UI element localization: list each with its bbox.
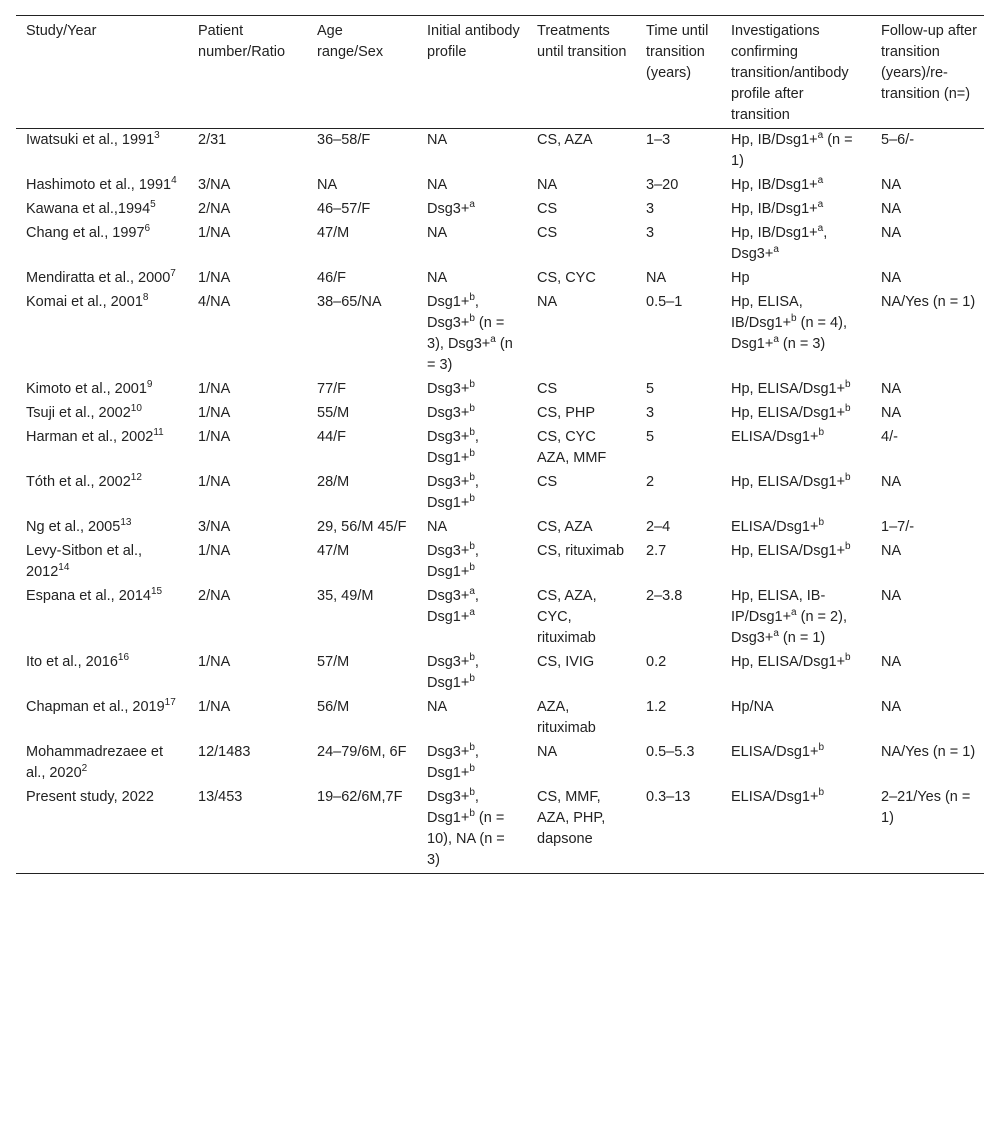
cell-follow-up: 1–7/- — [881, 519, 915, 535]
cell-initial-antibody: Dsg3+$^b$, Dsg1+$^b$ — [427, 742, 479, 781]
cell-initial-antibody: Dsg1+$^b$, Dsg3+$^b$ (n = 3), Dsg3+$^a$ (n = 3) — [427, 292, 513, 373]
cell-patient-number: 1/NA — [198, 699, 231, 715]
cell-treatments: NA — [537, 177, 558, 193]
cell-follow-up: NA — [881, 474, 902, 490]
cell-investigations: Hp, IB/Dsg1+$^a$, Dsg3+$^a$ — [731, 223, 828, 262]
cell-treatments: CS, rituximab — [537, 543, 625, 559]
cell-treatments: CS — [537, 201, 558, 217]
cell-treatments: CS — [537, 225, 558, 241]
table-container — [16, 15, 984, 874]
cell-investigations: Hp, ELISA/Dsg1+$^b$ — [731, 379, 851, 397]
cell-investigations: Hp, IB/Dsg1+$^a$ — [731, 199, 824, 217]
cell-study-year: Harman et al., 2002$^{11}$ — [26, 427, 164, 445]
cell-patient-number: 1/NA — [198, 225, 231, 241]
cell-investigations: Hp, IB/Dsg1+$^a$ (n = 1) — [731, 130, 853, 169]
cell-investigations: ELISA/Dsg1+$^b$ — [721, 786, 871, 874]
cell-investigations: ELISA/Dsg1+$^b$ — [731, 742, 825, 760]
header-age-sex: Age range/Sex — [307, 16, 417, 129]
table-row — [16, 222, 984, 267]
table-row — [16, 426, 984, 471]
cell-follow-up: NA — [881, 699, 902, 715]
cell-treatments: CS, CYC — [537, 270, 596, 286]
cell-initial-antibody: Dsg3+$^b$, Dsg1+$^b$ — [427, 652, 479, 691]
header-study-year: Study/Year — [16, 16, 188, 129]
cell-treatments: CS, IVIG — [537, 654, 595, 670]
cell-follow-up: 5–6/- — [881, 132, 915, 148]
cell-follow-up: NA — [881, 225, 902, 241]
cell-study-year: Ito et al., 2016$^{16}$ — [26, 652, 130, 670]
cell-time-transition: 0.3–13 — [636, 786, 721, 874]
table-row — [16, 198, 984, 222]
cell-investigations: Hp, ELISA/Dsg1+$^b$ — [731, 541, 851, 559]
table-row — [16, 129, 984, 175]
cell-treatments: NA — [537, 294, 558, 310]
cell-age-sex: 24–79/6M, 6F — [317, 744, 407, 760]
cell-patient-number: 12/1483 — [198, 744, 251, 760]
cell-initial-antibody: Dsg3+$^b$, Dsg1+$^b$ — [427, 541, 479, 580]
table-row — [16, 696, 984, 741]
header-initial-antibody: Initial antibody profile — [417, 16, 527, 129]
cell-age-sex: 36–58/F — [317, 132, 371, 148]
cell-age-sex: 44/F — [317, 429, 347, 445]
cell-investigations: Hp, ELISA/Dsg1+$^b$ — [731, 652, 851, 670]
cell-age-sex: 77/F — [317, 381, 347, 397]
cell-study-year: Mendiratta et al., 2000$^7$ — [26, 268, 176, 286]
cell-investigations: Hp — [731, 270, 750, 286]
cell-study-year: Chapman et al., 2019$^{17}$ — [26, 697, 176, 715]
cell-age-sex: 55/M — [317, 405, 350, 421]
cell-study-year: Present study, 2022 — [16, 786, 188, 874]
cell-time-transition: 3–20 — [646, 177, 679, 193]
cell-study-year: Tóth et al., 2002$^{12}$ — [26, 472, 142, 490]
cell-initial-antibody: NA — [427, 225, 448, 241]
cell-age-sex: NA — [317, 177, 338, 193]
table-row — [16, 174, 984, 198]
cell-treatments: CS, AZA — [537, 132, 593, 148]
cell-initial-antibody: NA — [427, 177, 448, 193]
cell-investigations: Hp, ELISA/Dsg1+$^b$ — [731, 403, 851, 421]
cell-time-transition: 3 — [646, 201, 655, 217]
cell-time-transition: 2–3.8 — [646, 588, 683, 604]
table-row — [16, 291, 984, 378]
cell-time-transition: 1.2 — [646, 699, 667, 715]
header-row — [16, 16, 984, 129]
cell-study-year: Kawana et al.,1994$^5$ — [26, 199, 156, 217]
cell-follow-up: NA/Yes (n = 1) — [881, 294, 976, 310]
cell-patient-number: 1/NA — [198, 543, 231, 559]
cell-age-sex: 29, 56/M 45/F — [317, 519, 407, 535]
cell-investigations: Hp, IB/Dsg1+$^a$ — [731, 175, 824, 193]
cell-investigations: ELISA/Dsg1+$^b$ — [731, 427, 825, 445]
cell-treatments: CS, AZA, CYC, rituximab — [537, 588, 597, 646]
cell-initial-antibody: Dsg3+$^b$ — [427, 403, 475, 421]
table-row — [16, 540, 984, 585]
study-table — [16, 15, 984, 874]
cell-patient-number: 1/NA — [198, 654, 231, 670]
table-body — [16, 129, 984, 874]
cell-time-transition: 2 — [646, 474, 655, 490]
cell-follow-up: NA — [881, 405, 902, 421]
cell-investigations: Hp, ELISA/Dsg1+$^b$ — [731, 472, 851, 490]
cell-treatments: CS, PHP — [537, 405, 596, 421]
cell-age-sex: 46/F — [317, 270, 347, 286]
cell-treatments: AZA, rituximab — [537, 699, 596, 736]
table-row — [16, 741, 984, 786]
cell-patient-number: 2/NA — [198, 588, 231, 604]
cell-patient-number: 13/453 — [188, 786, 307, 874]
table-row — [16, 585, 984, 651]
table-row — [16, 378, 984, 402]
cell-age-sex: 56/M — [317, 699, 350, 715]
cell-study-year: Kimoto et al., 2001$^9$ — [26, 379, 153, 397]
cell-initial-antibody: Dsg3+$^b$, Dsg1+$^b$ — [427, 472, 479, 511]
table-row — [16, 516, 984, 540]
cell-patient-number: 2/NA — [198, 201, 231, 217]
header-follow-up: Follow-up after transition (years)/re-transition (n=) — [871, 16, 984, 129]
cell-follow-up: NA — [881, 201, 902, 217]
cell-follow-up: 2–21/Yes (n = 1) — [871, 786, 984, 874]
cell-treatments: CS, MMF, AZA, PHP, dapsone — [527, 786, 636, 874]
cell-patient-number: 3/NA — [198, 519, 231, 535]
cell-treatments: CS — [537, 474, 558, 490]
cell-treatments: CS — [537, 381, 558, 397]
cell-treatments: CS, AZA — [537, 519, 593, 535]
cell-age-sex: 57/M — [317, 654, 350, 670]
cell-investigations: Hp, ELISA, IB-IP/Dsg1+$^a$ (n = 2), Dsg3+$^a$ (n = 1) — [731, 588, 847, 646]
cell-patient-number: 2/31 — [198, 132, 227, 148]
cell-patient-number: 1/NA — [198, 405, 231, 421]
cell-time-transition: NA — [646, 270, 667, 286]
table-row — [16, 402, 984, 426]
cell-treatments: CS, CYC AZA, MMF — [537, 429, 607, 466]
cell-time-transition: 2–4 — [646, 519, 671, 535]
cell-patient-number: 1/NA — [198, 429, 231, 445]
cell-age-sex: 35, 49/M — [317, 588, 374, 604]
cell-study-year: Mohammadrezaee et al., 2020$^2$ — [26, 744, 164, 781]
cell-study-year: Chang et al., 1997$^6$ — [26, 223, 151, 241]
cell-age-sex: 38–65/NA — [317, 294, 382, 310]
cell-follow-up: NA — [881, 654, 902, 670]
cell-patient-number: 3/NA — [198, 177, 231, 193]
cell-time-transition: 1–3 — [646, 132, 671, 148]
cell-time-transition: 0.5–5.3 — [646, 744, 695, 760]
cell-follow-up: 4/- — [881, 429, 898, 445]
table-row — [16, 471, 984, 516]
cell-initial-antibody: NA — [427, 519, 448, 535]
header-time-transition: Time until transition (years) — [636, 16, 721, 129]
header-patient-number: Patient number/Ratio — [188, 16, 307, 129]
cell-patient-number: 4/NA — [198, 294, 231, 310]
cell-study-year: Levy-Sitbon et al., 2012$^{14}$ — [26, 543, 143, 580]
cell-age-sex: 46–57/F — [317, 201, 371, 217]
cell-time-transition: 3 — [646, 405, 655, 421]
cell-age-sex: 19–62/6M,7F — [307, 786, 417, 874]
cell-investigations: Hp, ELISA, IB/Dsg1+$^b$ (n = 4), Dsg1+$^a$ (n = 3) — [731, 294, 847, 352]
cell-patient-number: 1/NA — [198, 270, 231, 286]
cell-initial-antibody: NA — [427, 699, 448, 715]
cell-investigations: Hp/NA — [731, 699, 774, 715]
cell-treatments: NA — [537, 744, 558, 760]
cell-age-sex: 47/M — [317, 543, 350, 559]
cell-time-transition: 5 — [646, 381, 655, 397]
cell-study-year: Espana et al., 2014$^{15}$ — [26, 586, 163, 604]
cell-patient-number: 1/NA — [198, 474, 231, 490]
cell-study-year: Iwatsuki et al., 1991$^3$ — [26, 130, 160, 148]
cell-age-sex: 28/M — [317, 474, 350, 490]
cell-initial-antibody: NA — [427, 132, 448, 148]
cell-follow-up: NA — [881, 381, 902, 397]
header-investigations: Investigations confirming transition/antibody profile after transition — [721, 16, 871, 129]
cell-study-year: Tsuji et al., 2002$^{10}$ — [26, 403, 142, 421]
cell-time-transition: 3 — [646, 225, 655, 241]
cell-time-transition: 0.2 — [646, 654, 667, 670]
cell-follow-up: NA — [881, 270, 902, 286]
cell-follow-up: NA — [881, 588, 902, 604]
header-treatments: Treatments until transition — [527, 16, 636, 129]
cell-initial-antibody: Dsg3+$^a$, Dsg1+$^a$ — [427, 586, 479, 625]
cell-study-year: Hashimoto et al., 1991$^4$ — [26, 175, 177, 193]
cell-study-year: Komai et al., 2001$^8$ — [26, 292, 149, 310]
cell-follow-up: NA — [881, 177, 902, 193]
cell-initial-antibody: Dsg3+$^b$ — [427, 379, 475, 397]
cell-time-transition: 5 — [646, 429, 655, 445]
cell-patient-number: 1/NA — [198, 381, 231, 397]
cell-study-year: Ng et al., 2005$^{13}$ — [26, 517, 132, 535]
cell-initial-antibody: Dsg3+$^b$, Dsg1+$^b$ (n = 10), NA (n = 3) — [417, 786, 527, 874]
cell-time-transition: 2.7 — [646, 543, 667, 559]
cell-initial-antibody: NA — [427, 270, 448, 286]
table-row — [16, 651, 984, 696]
cell-investigations: ELISA/Dsg1+$^b$ — [731, 517, 825, 535]
table-row — [16, 267, 984, 291]
cell-age-sex: 47/M — [317, 225, 350, 241]
cell-initial-antibody: Dsg3+$^a$ — [427, 199, 475, 217]
table-row — [16, 786, 984, 874]
cell-follow-up: NA — [881, 543, 902, 559]
cell-time-transition: 0.5–1 — [646, 294, 683, 310]
cell-follow-up: NA/Yes (n = 1) — [881, 744, 976, 760]
cell-initial-antibody: Dsg3+$^b$, Dsg1+$^b$ — [427, 427, 479, 466]
